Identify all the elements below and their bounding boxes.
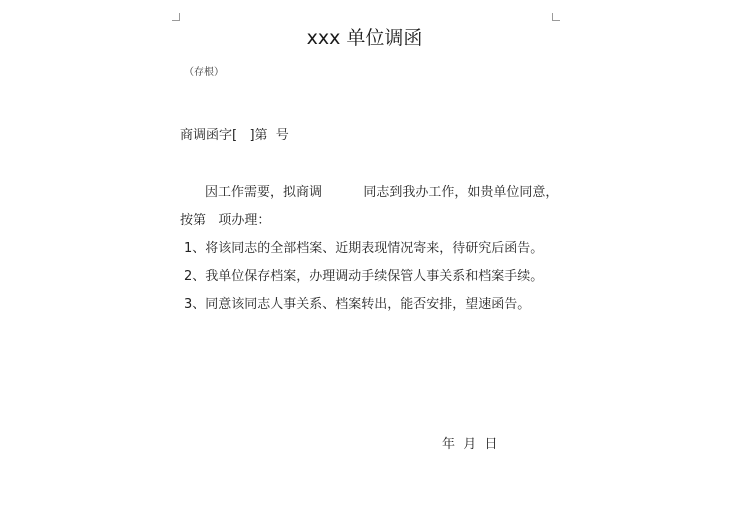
body-paragraph-line-2: 按第 项办理： [180,213,271,228]
list-item: 2、我单位保存档案，办理调动手续保管人事关系和档案手续。 [184,269,544,284]
date-line: 年 月 日 [442,437,498,452]
page-corner-mark-top-left [172,13,180,21]
body-paragraph-line-1: 因工作需要，拟商调 同志到我办工作，如贵单位同意， [205,185,559,200]
reference-number: 商调函字[ ]第 号 [180,128,289,143]
list-item: 3、同意该同志人事关系、档案转出，能否安排，望速函告。 [184,297,531,312]
list-item: 1、将该同志的全部档案、近期表现情况寄来，待研究后函告。 [184,241,544,256]
page-corner-mark-top-right [552,13,560,21]
document-title: xxx 单位调函 [306,27,423,49]
stub-label: （存根） [184,67,224,78]
